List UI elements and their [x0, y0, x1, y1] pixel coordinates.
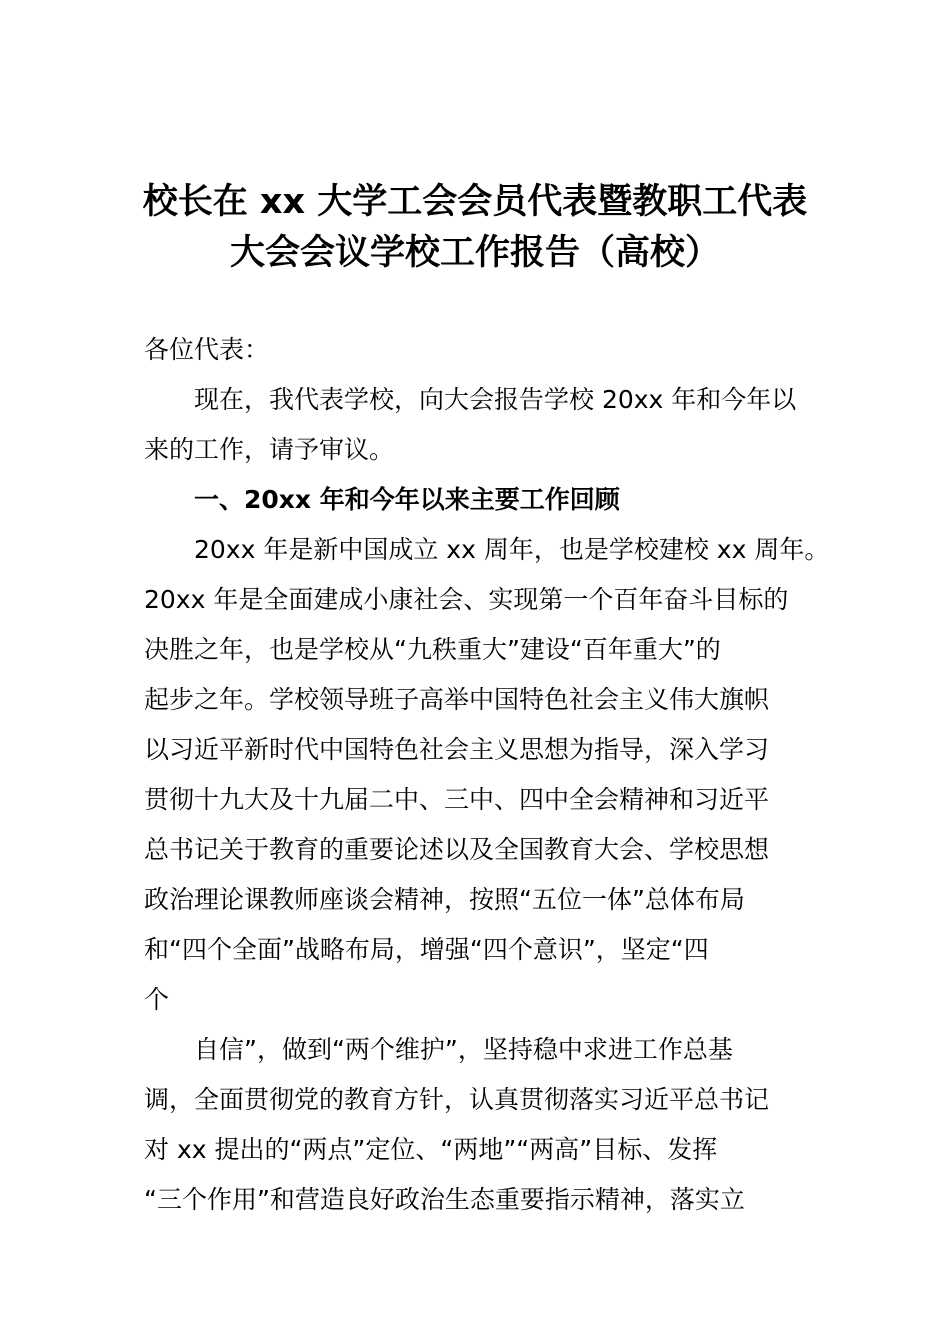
paragraph-line: 20xx 年是全面建成小康社会、实现第一个百年奋斗目标的 — [144, 585, 789, 614]
paragraph-line: 贯彻十九大及十九届二中、三中、四中全会精神和习近平 — [144, 785, 770, 814]
intro-line-2: 来的工作，请予审议。 — [144, 435, 395, 464]
paragraph-line: 调，全面贯彻党的教育方针，认真贯彻落实习近平总书记 — [144, 1085, 770, 1114]
paragraph-line: 20xx 年是新中国成立 xx 周年，也是学校建校 xx 周年。 — [194, 535, 830, 564]
paragraph-line: 政治理论课教师座谈会精神，按照“五位一体”总体布局 — [144, 885, 745, 914]
paragraph-line: 个 — [144, 985, 170, 1014]
paragraph-line: “三个作用”和营造良好政治生态重要指示精神，落实立 — [144, 1185, 745, 1214]
paragraph-line: 对 xx 提出的“两点”定位、“两地”“两高”目标、发挥 — [144, 1135, 718, 1164]
document-title-line-2: 大会会议学校工作报告（高校） — [229, 233, 720, 273]
intro-line-1: 现在，我代表学校，向大会报告学校 20xx 年和今年以 — [194, 385, 797, 414]
document-title-line-1: 校长在 xx 大学工会会员代表暨教职工代表 — [142, 182, 808, 222]
paragraph-line: 总书记关于教育的重要论述以及全国教育大会、学校思想 — [144, 835, 770, 864]
salutation: 各位代表： — [144, 335, 270, 364]
paragraph-line: 起步之年。学校领导班子高举中国特色社会主义伟大旗帜 — [144, 685, 770, 714]
paragraph-line: 和“四个全面”战略布局，增强“四个意识”，坚定“四 — [144, 935, 709, 964]
paragraph-line: 决胜之年，也是学校从“九秩重大”建设“百年重大”的 — [144, 635, 721, 664]
section-heading: 一、20xx 年和今年以来主要工作回顾 — [194, 485, 620, 514]
paragraph-line: 以习近平新时代中国特色社会主义思想为指导，深入学习 — [144, 735, 770, 764]
paragraph-line: 自信”，做到“两个维护”，坚持稳中求进工作总基 — [194, 1035, 733, 1064]
